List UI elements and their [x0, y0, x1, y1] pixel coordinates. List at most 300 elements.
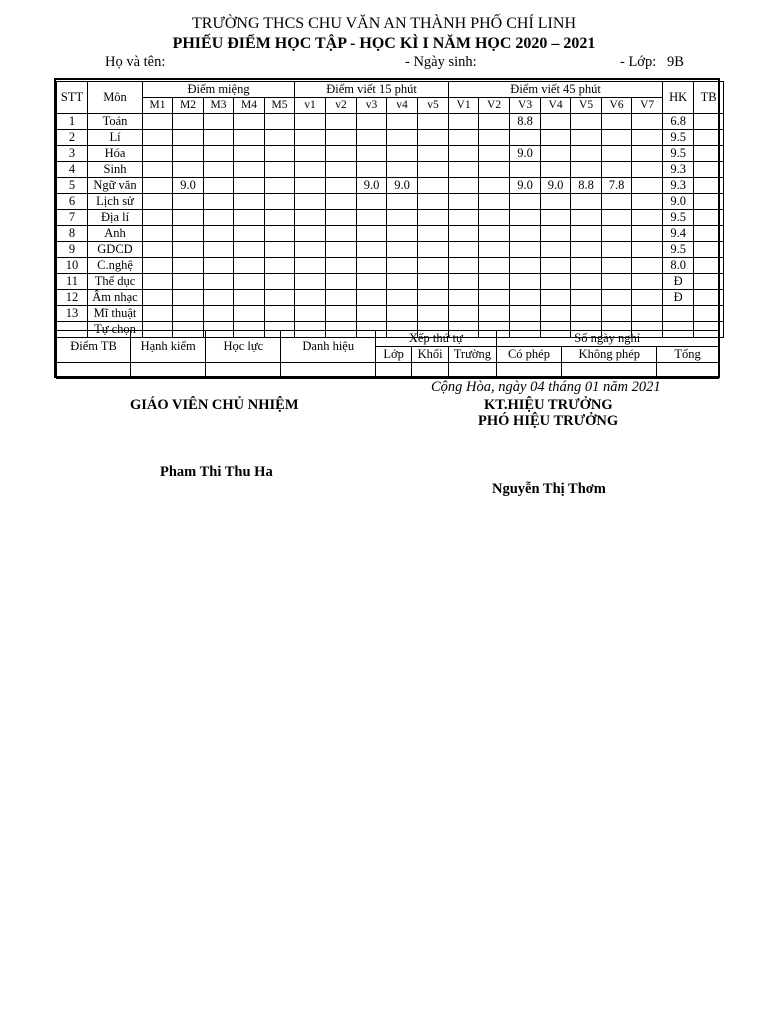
score-15min — [387, 146, 418, 162]
semester-score: 9.5 — [663, 210, 694, 226]
score-15min — [387, 306, 418, 322]
oral-score — [204, 130, 234, 146]
score-45min — [449, 226, 479, 242]
score-45min — [510, 130, 541, 146]
score-15min — [357, 274, 387, 290]
subject-name: Lịch sử — [88, 194, 143, 210]
average-score — [694, 274, 724, 290]
oral-score — [265, 114, 295, 130]
col-stt: STT — [57, 82, 88, 114]
score-15min — [418, 178, 449, 194]
score-45min — [541, 194, 571, 210]
group-oral: Điểm miệng — [143, 82, 295, 98]
summary-cell — [412, 363, 449, 379]
oral-score — [234, 290, 265, 306]
score-45min — [632, 146, 663, 162]
oral-score — [204, 194, 234, 210]
score-15min — [418, 162, 449, 178]
table-row — [57, 242, 724, 258]
score-45min: 7.8 — [602, 178, 632, 194]
score-15min — [418, 130, 449, 146]
semester-score: 9.3 — [663, 162, 694, 178]
row-number: 11 — [57, 274, 88, 290]
score-45min — [449, 114, 479, 130]
average-score — [694, 306, 724, 322]
score-15min — [387, 162, 418, 178]
semester-score: 9.5 — [663, 242, 694, 258]
score-15min — [295, 210, 326, 226]
score-15min — [357, 162, 387, 178]
score-45min — [602, 258, 632, 274]
oral-score — [173, 146, 204, 162]
oral-score — [234, 226, 265, 242]
score-15min — [387, 242, 418, 258]
score-15min — [295, 242, 326, 258]
oral-score — [204, 210, 234, 226]
subject-name: Lí — [88, 130, 143, 146]
row-number: 7 — [57, 210, 88, 226]
absence-unexcused: Không phép — [562, 347, 657, 363]
score-45min — [479, 162, 510, 178]
semester-score: 9.5 — [663, 146, 694, 162]
score-15min — [387, 274, 418, 290]
subject-name: C.nghệ — [88, 258, 143, 274]
score-45min: 9.0 — [510, 178, 541, 194]
summary-cell — [57, 363, 131, 379]
average-score — [694, 114, 724, 130]
oral-score — [234, 306, 265, 322]
score-15min — [387, 114, 418, 130]
oral-score — [265, 258, 295, 274]
score-45min — [602, 130, 632, 146]
score-45min — [479, 226, 510, 242]
summary-cell — [449, 363, 496, 379]
score-15min — [387, 210, 418, 226]
vice-principal-name: Nguyễn Thị Thơm — [492, 481, 606, 497]
score-45min — [632, 274, 663, 290]
oral-score — [265, 274, 295, 290]
score-15min — [387, 194, 418, 210]
vice-principal-title: PHÓ HIỆU TRƯỞNG — [478, 413, 619, 429]
score-45min — [479, 194, 510, 210]
score-45min — [449, 306, 479, 322]
oral-score — [204, 178, 234, 194]
score-15min — [418, 290, 449, 306]
oral-score — [265, 210, 295, 226]
subject-name: Âm nhạc — [88, 290, 143, 306]
score-45min — [571, 274, 602, 290]
summary-cell — [496, 363, 562, 379]
subject-name: Ngữ văn — [88, 178, 143, 194]
group-15min: Điểm viết 15 phút — [295, 82, 449, 98]
oral-score — [265, 130, 295, 146]
score-15min — [326, 194, 357, 210]
score-15min — [418, 226, 449, 242]
sub-column-header: v4 — [387, 98, 418, 114]
score-15min — [357, 226, 387, 242]
row-number: 2 — [57, 130, 88, 146]
score-45min — [479, 306, 510, 322]
score-15min — [295, 130, 326, 146]
score-45min — [571, 210, 602, 226]
score-45min — [510, 194, 541, 210]
oral-score — [234, 242, 265, 258]
table-row — [57, 162, 724, 178]
score-45min — [571, 146, 602, 162]
score-45min — [602, 194, 632, 210]
report-title: PHIẾU ĐIỂM HỌC TẬP - HỌC KÌ I NĂM HỌC 2020 – 2021 — [172, 35, 596, 52]
score-45min — [449, 258, 479, 274]
score-15min: 9.0 — [357, 178, 387, 194]
oral-score — [265, 146, 295, 162]
score-15min — [357, 146, 387, 162]
score-45min — [602, 226, 632, 242]
absence-label: Số ngày nghỉ — [496, 331, 718, 347]
score-15min — [326, 178, 357, 194]
score-45min — [602, 242, 632, 258]
score-15min — [418, 306, 449, 322]
row-number: 5 — [57, 178, 88, 194]
sub-column-header: v2 — [326, 98, 357, 114]
score-45min — [571, 290, 602, 306]
score-45min — [571, 242, 602, 258]
average-score — [694, 178, 724, 194]
score-45min — [541, 226, 571, 242]
score-45min — [541, 306, 571, 322]
oral-score — [143, 194, 173, 210]
score-45min — [510, 242, 541, 258]
sub-column-header: M5 — [265, 98, 295, 114]
oral-score — [204, 306, 234, 322]
rank-class: Lớp — [376, 347, 412, 363]
table-row — [57, 178, 724, 194]
principal-title: KT.HIỆU TRƯỞNG — [484, 397, 613, 413]
score-15min — [326, 290, 357, 306]
row-number: 6 — [57, 194, 88, 210]
score-15min — [326, 274, 357, 290]
average-score — [694, 146, 724, 162]
average-score — [694, 210, 724, 226]
score-45min — [449, 242, 479, 258]
subject-name: Sinh — [88, 162, 143, 178]
score-45min — [479, 178, 510, 194]
oral-score — [173, 194, 204, 210]
average-score — [694, 226, 724, 242]
oral-score — [204, 274, 234, 290]
score-15min — [326, 226, 357, 242]
table-row — [57, 290, 724, 306]
score-15min — [295, 114, 326, 130]
score-15min — [387, 290, 418, 306]
score-45min — [571, 226, 602, 242]
table-row — [57, 226, 724, 242]
score-45min — [479, 242, 510, 258]
absence-total: Tổng — [657, 347, 719, 363]
score-45min — [510, 162, 541, 178]
score-45min — [571, 194, 602, 210]
oral-score — [173, 274, 204, 290]
oral-score — [143, 114, 173, 130]
score-15min — [418, 210, 449, 226]
sub-column-header: V1 — [449, 98, 479, 114]
oral-score — [265, 306, 295, 322]
oral-score — [143, 306, 173, 322]
semester-score: 9.0 — [663, 194, 694, 210]
oral-score — [143, 162, 173, 178]
score-15min — [295, 226, 326, 242]
teacher-name: Pham Thi Thu Ha — [160, 464, 273, 480]
score-45min — [632, 258, 663, 274]
sub-column-header: v3 — [357, 98, 387, 114]
score-45min — [541, 210, 571, 226]
score-15min — [357, 306, 387, 322]
sub-column-header: V2 — [479, 98, 510, 114]
group-45min: Điểm viết 45 phút — [449, 82, 663, 98]
col-subject: Môn — [88, 82, 143, 114]
score-15min — [295, 162, 326, 178]
table-row — [57, 146, 724, 162]
score-45min — [541, 258, 571, 274]
semester-score: 9.3 — [663, 178, 694, 194]
score-45min — [479, 210, 510, 226]
score-15min — [357, 194, 387, 210]
row-number: 3 — [57, 146, 88, 162]
oral-score — [204, 290, 234, 306]
name-label: Họ và tên: — [105, 54, 166, 70]
oral-score — [143, 178, 173, 194]
dob-label: - Ngày sinh: — [405, 54, 477, 70]
score-45min — [632, 210, 663, 226]
average-score — [694, 290, 724, 306]
score-15min — [418, 242, 449, 258]
score-45min — [602, 290, 632, 306]
score-45min — [632, 178, 663, 194]
oral-score — [173, 162, 204, 178]
score-15min — [326, 306, 357, 322]
summary-cell — [131, 363, 206, 379]
oral-score — [234, 258, 265, 274]
score-45min: 9.0 — [541, 178, 571, 194]
score-45min — [541, 274, 571, 290]
row-number: 13 — [57, 306, 88, 322]
score-15min — [418, 114, 449, 130]
sub-column-header: V5 — [571, 98, 602, 114]
score-45min — [632, 194, 663, 210]
oral-score — [234, 210, 265, 226]
score-45min — [541, 130, 571, 146]
title-award-label: Danh hiệu — [281, 331, 376, 363]
score-45min — [571, 162, 602, 178]
score-15min — [326, 242, 357, 258]
score-45min — [632, 162, 663, 178]
score-45min — [449, 194, 479, 210]
score-45min — [479, 114, 510, 130]
table-row — [57, 210, 724, 226]
col-hk: HK — [663, 82, 694, 114]
score-15min — [295, 194, 326, 210]
sub-column-header: M2 — [173, 98, 204, 114]
oral-score — [234, 178, 265, 194]
average-score — [694, 258, 724, 274]
academic-label: Học lực — [206, 331, 281, 363]
score-15min — [326, 162, 357, 178]
sub-column-header: M4 — [234, 98, 265, 114]
subject-name: Tự chọn — [88, 322, 143, 338]
oral-score — [234, 130, 265, 146]
oral-score — [265, 162, 295, 178]
sub-column-header: v5 — [418, 98, 449, 114]
oral-score — [234, 146, 265, 162]
score-15min — [387, 258, 418, 274]
score-45min — [602, 274, 632, 290]
semester-score: 9.4 — [663, 226, 694, 242]
score-45min — [479, 258, 510, 274]
row-number: 9 — [57, 242, 88, 258]
table-row — [57, 306, 724, 322]
score-15min — [357, 114, 387, 130]
table-row — [57, 274, 724, 290]
avg-score-label: Điểm TB — [57, 331, 131, 363]
semester-score: 8.0 — [663, 258, 694, 274]
oral-score — [204, 242, 234, 258]
sub-column-header: V7 — [632, 98, 663, 114]
oral-score — [143, 226, 173, 242]
score-15min — [295, 146, 326, 162]
score-45min: 8.8 — [571, 178, 602, 194]
score-45min — [571, 306, 602, 322]
score-45min — [510, 306, 541, 322]
class-label: - Lớp: — [620, 54, 657, 70]
score-45min — [449, 178, 479, 194]
place-date: Cộng Hòa, ngày 04 tháng 01 năm 2021 — [431, 379, 661, 395]
oral-score — [173, 114, 204, 130]
score-15min — [418, 274, 449, 290]
score-15min — [295, 274, 326, 290]
subject-name: Hóa — [88, 146, 143, 162]
absence-excused: Có phép — [496, 347, 562, 363]
score-45min — [571, 258, 602, 274]
score-45min — [510, 274, 541, 290]
ranking-label: Xếp thứ tự — [376, 331, 496, 347]
sub-column-header: v1 — [295, 98, 326, 114]
subject-name: Anh — [88, 226, 143, 242]
score-45min — [449, 274, 479, 290]
row-number: 8 — [57, 226, 88, 242]
semester-score: Đ — [663, 274, 694, 290]
oral-score — [143, 274, 173, 290]
score-45min — [541, 242, 571, 258]
score-15min — [295, 258, 326, 274]
score-15min — [295, 306, 326, 322]
oral-score — [143, 146, 173, 162]
score-15min — [418, 194, 449, 210]
row-number: 1 — [57, 114, 88, 130]
score-45min — [602, 306, 632, 322]
average-score — [694, 242, 724, 258]
sub-column-header: V6 — [602, 98, 632, 114]
oral-score — [204, 258, 234, 274]
oral-score — [265, 226, 295, 242]
oral-score — [143, 130, 173, 146]
oral-score — [143, 290, 173, 306]
score-45min — [632, 290, 663, 306]
row-number: 12 — [57, 290, 88, 306]
oral-score — [265, 290, 295, 306]
score-15min — [418, 258, 449, 274]
oral-score — [234, 114, 265, 130]
grade-table — [56, 81, 724, 338]
col-tb: TB — [694, 82, 724, 114]
subject-name: Địa lí — [88, 210, 143, 226]
score-45min — [571, 114, 602, 130]
oral-score — [265, 178, 295, 194]
oral-score — [173, 226, 204, 242]
sub-column-header: V4 — [541, 98, 571, 114]
subject-name: Mĩ thuật — [88, 306, 143, 322]
average-score — [694, 162, 724, 178]
score-45min — [571, 130, 602, 146]
oral-score — [173, 290, 204, 306]
sub-column-header: M1 — [143, 98, 173, 114]
score-45min — [541, 114, 571, 130]
semester-score: Đ — [663, 290, 694, 306]
score-45min — [541, 162, 571, 178]
average-score — [694, 130, 724, 146]
summary-cell — [376, 363, 412, 379]
class-value: 9B — [667, 54, 684, 70]
oral-score — [265, 242, 295, 258]
score-45min — [510, 226, 541, 242]
score-45min — [541, 146, 571, 162]
score-45min — [632, 130, 663, 146]
score-45min — [632, 242, 663, 258]
oral-score: 9.0 — [173, 178, 204, 194]
oral-score — [173, 210, 204, 226]
score-45min — [479, 274, 510, 290]
table-row — [57, 130, 724, 146]
oral-score — [204, 226, 234, 242]
oral-score — [173, 130, 204, 146]
oral-score — [173, 306, 204, 322]
score-45min — [449, 146, 479, 162]
score-15min — [357, 242, 387, 258]
score-15min — [387, 130, 418, 146]
oral-score — [143, 258, 173, 274]
score-45min: 9.0 — [510, 146, 541, 162]
score-45min — [449, 290, 479, 306]
score-45min — [602, 114, 632, 130]
semester-score — [663, 306, 694, 322]
score-45min — [479, 146, 510, 162]
table-row — [57, 194, 724, 210]
oral-score — [265, 194, 295, 210]
semester-score: 6.8 — [663, 114, 694, 130]
score-45min — [632, 226, 663, 242]
score-15min — [326, 114, 357, 130]
oral-score — [173, 258, 204, 274]
score-15min — [387, 226, 418, 242]
oral-score — [143, 242, 173, 258]
score-15min — [326, 258, 357, 274]
summary-cell — [657, 363, 719, 379]
oral-score — [234, 274, 265, 290]
table-row — [57, 114, 724, 130]
oral-score — [173, 242, 204, 258]
score-45min — [479, 290, 510, 306]
score-45min — [479, 130, 510, 146]
row-number: 10 — [57, 258, 88, 274]
score-15min — [357, 130, 387, 146]
